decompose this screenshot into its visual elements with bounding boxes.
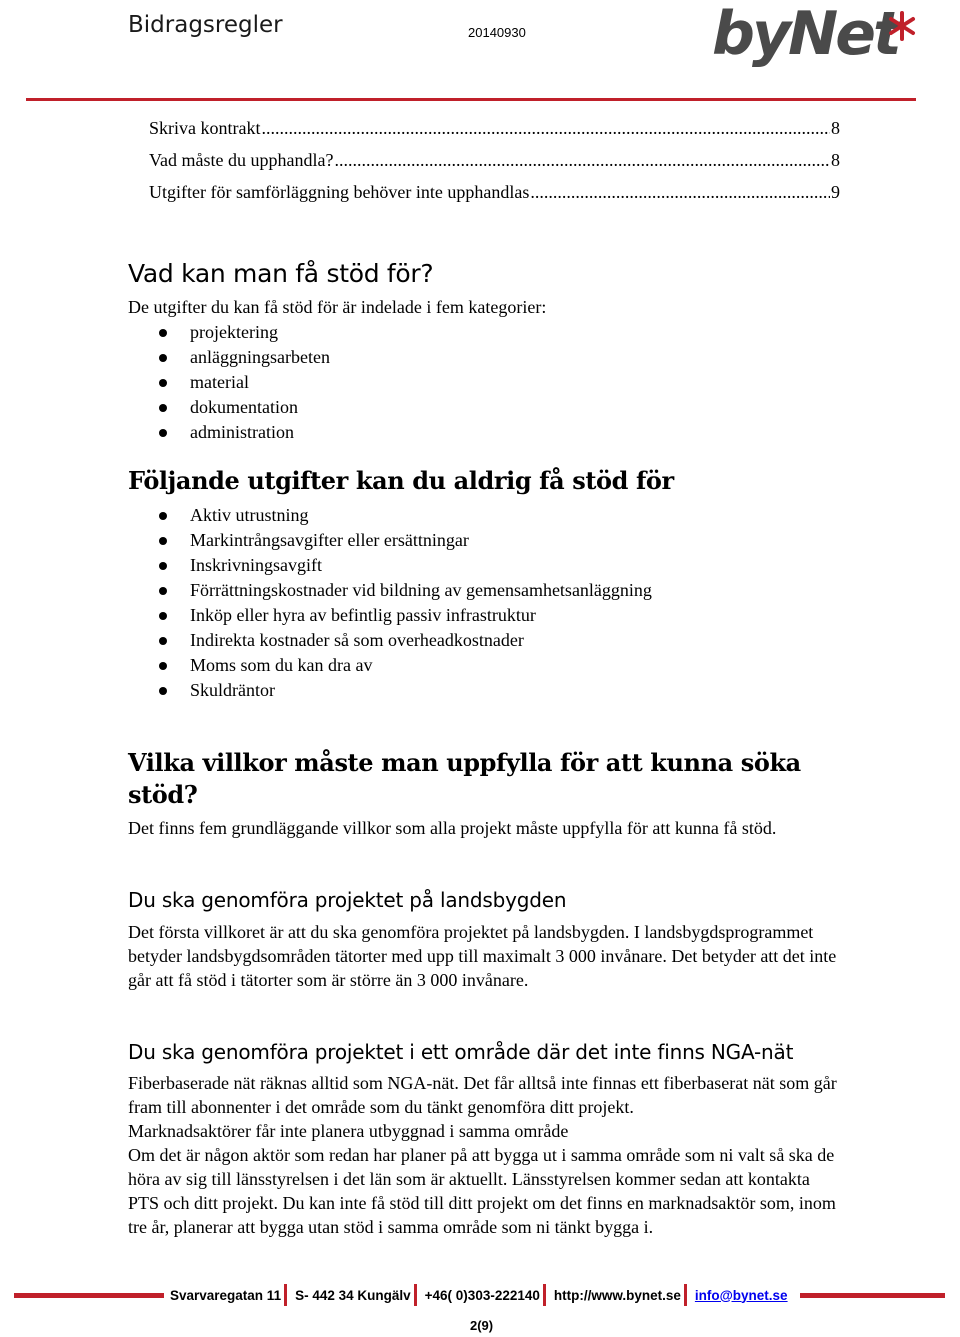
list-item: Skuldräntor xyxy=(128,678,652,703)
heading-excluded-costs: Följande utgifter kan du aldrig få stöd för xyxy=(128,466,674,495)
list-item: dokumentation xyxy=(128,395,330,420)
page-number: 2(9) xyxy=(470,1318,494,1333)
heading-rural-area: Du ska genomföra projektet på landsbygden xyxy=(128,888,567,912)
document-title: Bidragsregler xyxy=(128,12,283,38)
rural-area-text: Det första villkoret är att du ska genomföra projektet på landsbygden. I landsbygdsprogrammet betyder landsbygdsområden tätorter med upp till maximalt 3 000 invånare. Det betyder att det inte går att få stöd i tätorter som är större än 3 000 invånare. xyxy=(128,922,837,990)
excluded-cost-list xyxy=(128,503,652,703)
footer-address: Svarvaregatan 11 xyxy=(170,1287,282,1303)
list-item: anläggningsarbeten xyxy=(128,345,330,370)
list-item: Förrättningskostnader vid bildning av gemensamhetsanläggning xyxy=(128,578,652,603)
footer-accent-right xyxy=(800,1293,945,1298)
toc-entry[interactable]: Utgifter för samförläggning behöver inte upphandlas ..... 9 xyxy=(149,182,840,206)
market-actors-text: Om det är någon aktör som redan har planer på att bygga ut i samma område som ni valt så ska de höra av sig till länsstyrelsen i det län som är aktuellt. Länsstyrelsen kommer sedan att kontakta PTS och ditt projekt. Du kan inte få stöd till ditt projekt om det finns en marknadsaktör som, inom tre år, planerar att bygga utan stöd i samma område som ni tänkt bygga i. xyxy=(128,1145,836,1237)
list-item: Indirekta kostnader så som overheadkostnader xyxy=(128,628,652,653)
conditions-intro: Det finns fem grundläggande villkor som alla projekt måste uppfylla för att kunna få stöd. xyxy=(128,818,777,838)
footer-contact xyxy=(170,1283,788,1307)
market-actors-subheading: Marknadsaktörer får inte planera utbyggnad i samma område xyxy=(128,1121,569,1141)
nga-network-text: Fiberbaserade nät räknas alltid som NGA-nät. Det får alltså inte finnas ett fiberbaserat nät som går fram till abonnenter i det område som du tänkt genomföra ditt projekt. xyxy=(128,1073,837,1117)
list-item: administration xyxy=(128,420,330,445)
toc-entry[interactable]: Vad måste du upphandla? ..... 8 xyxy=(149,150,840,174)
footer-web-link[interactable]: http://www.bynet.se xyxy=(553,1287,681,1303)
list-item: Inskrivningsavgift xyxy=(128,553,652,578)
document-date: 20140930 xyxy=(468,25,526,40)
list-item: material xyxy=(128,370,330,395)
heading-support-scope: Vad kan man få stöd för? xyxy=(128,259,434,288)
header-divider xyxy=(26,98,916,101)
list-item: Inköp eller hyra av befintlig passiv infrastruktur xyxy=(128,603,652,628)
svg-text:byNet: byNet xyxy=(712,2,899,69)
heading-conditions: Vilka villkor måste man uppfylla för att kunna söka stöd? xyxy=(128,748,801,809)
list-item: Moms som du kan dra av xyxy=(128,653,652,678)
list-item: Aktiv utrustning xyxy=(128,503,652,528)
heading-nga-network: Du ska genomföra projektet i ett område där det inte finns NGA-nät xyxy=(128,1040,794,1064)
list-item: projektering xyxy=(128,320,330,345)
toc-entry[interactable]: Skriva kontrakt ..... 8 xyxy=(149,118,840,142)
support-intro: De utgifter du kan få stöd för är indelade i fem kategorier: xyxy=(128,297,547,317)
footer-accent-left xyxy=(14,1293,164,1298)
support-category-list xyxy=(128,320,330,445)
footer-email-link[interactable]: info@bynet.se xyxy=(694,1287,788,1303)
footer-postal: S- 442 34 Kungälv xyxy=(295,1287,411,1303)
bynet-logo xyxy=(712,2,922,72)
list-item: Markintrångsavgifter eller ersättningar xyxy=(128,528,652,553)
footer-phone: +46( 0)303-222140 xyxy=(424,1287,540,1303)
